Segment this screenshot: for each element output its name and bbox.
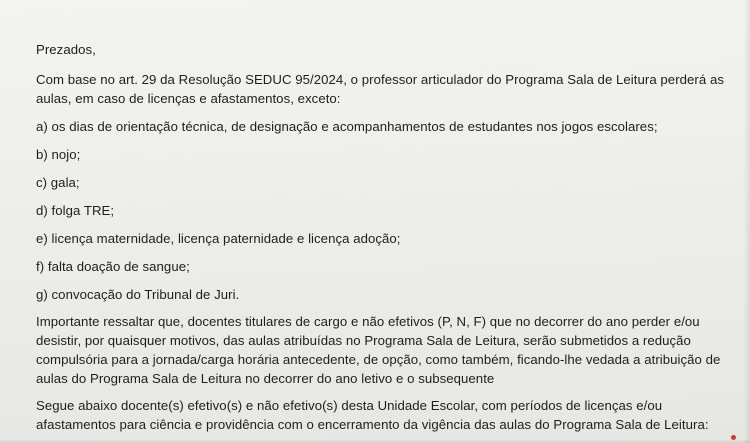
exception-item-d: d) folga TRE; <box>36 203 115 218</box>
greeting: Prezados, <box>36 42 96 57</box>
exception-item-f: f) falta doação de sangue; <box>36 259 190 274</box>
exception-item-b: b) nojo; <box>36 147 81 162</box>
exception-item-g: g) convocação do Tribunal de Juri. <box>36 287 240 302</box>
page-edge-shadow <box>744 0 750 443</box>
exception-item-c: c) gala; <box>36 175 80 190</box>
intro-paragraph: Com base no art. 29 da Resolução SEDUC 95/2024, o professor articulador do Programa Sala de Leitura perderá as aulas, em caso de licenças e afastamentos, exceto: <box>36 72 724 106</box>
exception-item-e: e) licença maternidade, licença paternidade e licença adoção; <box>36 231 401 246</box>
red-dot-mark <box>731 435 736 440</box>
page-bottom-edge <box>0 439 750 443</box>
document-body <box>36 40 736 434</box>
important-paragraph: Importante ressaltar que, docentes titulares de cargo e não efetivos (P, N, F) que no decorrer do ano perder e/ou desistir, por quaisquer motivos, das aulas atribuídas no Programa Sala de Leitura, serão submetidos a redução compulsória para a jornada/carga horária antecedente, de opção, como também, ficando-lhe vedada a atribuição de aulas do Programa Sala de Leitura no decorrer do ano letivo e o subsequente <box>36 314 721 386</box>
closing-paragraph: Segue abaixo docente(s) efetivo(s) e não efetivo(s) desta Unidade Escolar, com períodos de licenças e/ou afastamentos para ciência e providência com o encerramento da vigência das aulas do Programa Sala de Leitura: <box>36 398 709 432</box>
exception-item-a: a) os dias de orientação técnica, de designação e acompanhamentos de estudantes nos jogos escolares; <box>36 119 658 134</box>
